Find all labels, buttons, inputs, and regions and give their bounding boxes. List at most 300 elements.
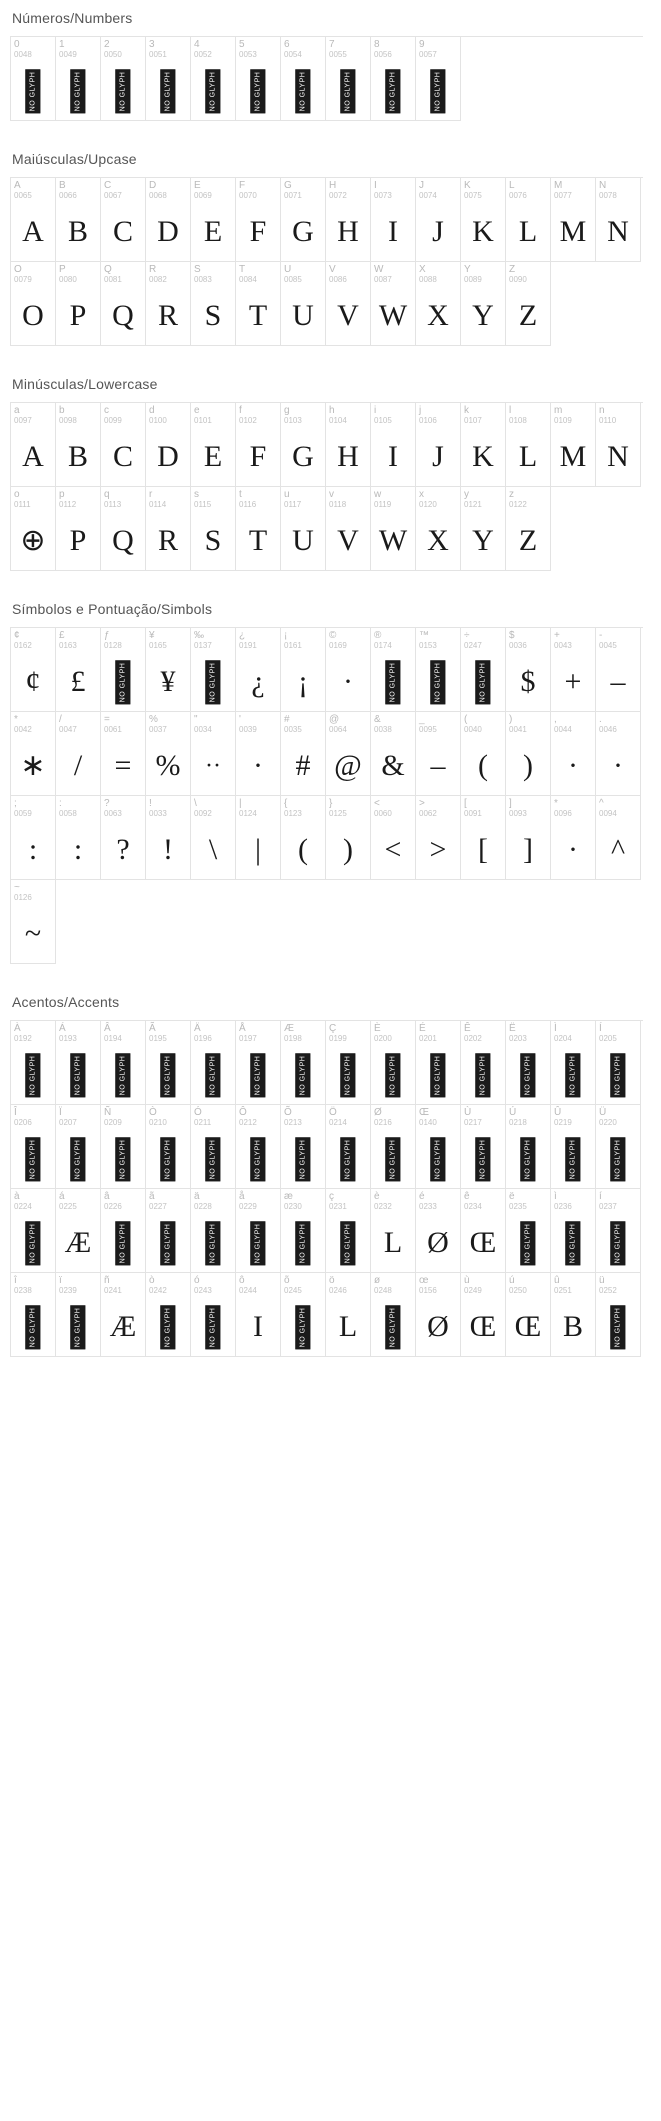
glyph-preview: ] <box>523 833 533 866</box>
glyph-code-label: 0088 <box>419 275 437 284</box>
glyph-code-label: 0218 <box>509 1118 527 1127</box>
glyph-code-label: 0192 <box>14 1034 32 1043</box>
glyph-cell[interactable] <box>191 1273 236 1357</box>
glyph-code-label: 0198 <box>284 1034 302 1043</box>
glyph-cell[interactable] <box>326 37 371 121</box>
glyph-code-label: 0123 <box>284 809 302 818</box>
glyph-cell[interactable] <box>551 1105 596 1189</box>
glyph-code-label: 0115 <box>194 500 212 509</box>
glyph-code-label: 0099 <box>104 416 122 425</box>
glyph-cell[interactable] <box>191 1105 236 1189</box>
glyph-cell[interactable] <box>191 1021 236 1105</box>
glyph-cell[interactable] <box>326 1189 371 1273</box>
glyph-cell[interactable] <box>506 178 551 262</box>
glyph-code-label: 0074 <box>419 191 437 200</box>
glyph-code-label: 0068 <box>149 191 167 200</box>
glyph-cell[interactable] <box>56 1273 101 1357</box>
glyph-cell[interactable] <box>11 178 56 262</box>
glyph-char-label: 8 <box>374 39 380 50</box>
glyph-cell[interactable] <box>56 37 101 121</box>
glyph-cell[interactable] <box>191 796 236 880</box>
glyph-cell[interactable] <box>191 628 236 712</box>
glyph-code-label: 0107 <box>464 416 482 425</box>
glyph-cell[interactable] <box>461 796 506 880</box>
glyph-cell[interactable] <box>551 628 596 712</box>
glyph-cell[interactable] <box>11 628 56 712</box>
glyph-preview: U <box>292 299 314 332</box>
glyph-code-label: 0040 <box>464 725 482 734</box>
glyph-cell[interactable] <box>56 178 101 262</box>
glyph-cell[interactable] <box>236 628 281 712</box>
glyph-cell[interactable] <box>416 487 461 571</box>
section-title: Símbolos e Pontuação/Simbols <box>12 601 213 617</box>
glyph-code-label: 0193 <box>59 1034 77 1043</box>
glyph-preview: B <box>67 215 88 248</box>
no-glyph-badge: NO GLYPH <box>521 1053 536 1097</box>
glyph-cell[interactable] <box>281 262 326 346</box>
glyph-cell[interactable] <box>326 712 371 796</box>
glyph-preview: L <box>518 215 538 248</box>
glyph-cell[interactable] <box>416 796 461 880</box>
no-glyph-badge: NO GLYPH <box>431 660 446 704</box>
glyph-code-label: 0039 <box>239 725 257 734</box>
glyph-cell[interactable] <box>101 628 146 712</box>
glyph-cell[interactable] <box>101 262 146 346</box>
glyph-cell[interactable] <box>146 712 191 796</box>
glyph-preview: S <box>204 524 222 557</box>
glyph-code-label: 0104 <box>329 416 347 425</box>
glyph-preview: A <box>22 215 44 248</box>
glyph-cell[interactable] <box>146 1021 191 1105</box>
glyph-char-label: B <box>59 180 66 191</box>
glyph-cell[interactable] <box>371 37 416 121</box>
glyph-char-label: ë <box>509 1191 515 1202</box>
glyph-cell[interactable] <box>416 178 461 262</box>
glyph-cell[interactable] <box>146 403 191 487</box>
glyph-code-label: 0121 <box>464 500 482 509</box>
glyph-code-label: 0061 <box>104 725 122 734</box>
glyph-cell[interactable] <box>326 1105 371 1189</box>
glyph-preview: E <box>203 215 223 248</box>
glyph-cell[interactable] <box>596 796 641 880</box>
glyph-char-label: 3 <box>149 39 155 50</box>
glyph-code-label: 0220 <box>599 1118 617 1127</box>
glyph-cell[interactable] <box>416 37 461 121</box>
glyph-cell[interactable] <box>191 712 236 796</box>
glyph-cell[interactable] <box>551 1273 596 1357</box>
no-glyph-badge: NO GLYPH <box>161 1221 176 1265</box>
glyph-code-label: 0054 <box>284 50 302 59</box>
glyph-cell[interactable] <box>236 403 281 487</box>
glyph-char-label: ^ <box>599 798 604 809</box>
glyph-char-label: { <box>284 798 288 809</box>
glyph-cell[interactable] <box>146 1189 191 1273</box>
glyph-cell[interactable] <box>416 1189 461 1273</box>
glyph-cell[interactable] <box>101 178 146 262</box>
glyph-cell[interactable] <box>101 1189 146 1273</box>
glyph-code-label: 0070 <box>239 191 257 200</box>
glyph-cell[interactable] <box>551 178 596 262</box>
glyph-code-label: 0091 <box>464 809 482 818</box>
glyph-cell[interactable] <box>596 1105 641 1189</box>
glyph-code-label: 0239 <box>59 1286 77 1295</box>
glyph-char-label: 0 <box>14 39 20 50</box>
glyph-cell[interactable] <box>56 403 101 487</box>
glyph-code-label: 0169 <box>329 641 347 650</box>
glyph-cell[interactable] <box>596 712 641 796</box>
glyph-cell[interactable] <box>506 403 551 487</box>
glyph-cell[interactable] <box>416 1105 461 1189</box>
glyph-cell[interactable] <box>506 262 551 346</box>
glyph-code-label: 0075 <box>464 191 482 200</box>
glyph-cell[interactable] <box>371 178 416 262</box>
no-glyph-badge: NO GLYPH <box>161 1053 176 1097</box>
glyph-preview: · <box>613 749 623 782</box>
glyph-char-label: x <box>419 489 424 500</box>
glyph-preview: R <box>157 524 178 557</box>
glyph-cell[interactable] <box>146 1105 191 1189</box>
glyph-cell[interactable] <box>191 487 236 571</box>
glyph-cell[interactable] <box>371 1273 416 1357</box>
glyph-code-label: 0226 <box>104 1202 122 1211</box>
glyph-cell[interactable] <box>56 1021 101 1105</box>
glyph-cell[interactable] <box>461 712 506 796</box>
glyph-cell[interactable] <box>101 403 146 487</box>
glyph-preview: | <box>254 833 261 866</box>
glyph-cell[interactable] <box>101 1021 146 1105</box>
glyph-char-label: f <box>239 405 242 416</box>
glyph-cell[interactable] <box>506 1273 551 1357</box>
glyph-cell[interactable] <box>191 37 236 121</box>
glyph-code-label: 0224 <box>14 1202 32 1211</box>
glyph-cell[interactable] <box>416 262 461 346</box>
glyph-cell[interactable] <box>56 796 101 880</box>
glyph-cell[interactable] <box>101 1273 146 1357</box>
glyph-char-label: d <box>149 405 155 416</box>
glyph-cell[interactable] <box>191 262 236 346</box>
glyph-cell[interactable] <box>371 628 416 712</box>
glyph-char-label: Ô <box>239 1107 247 1118</box>
glyph-cell[interactable] <box>11 1273 56 1357</box>
glyph-cell[interactable] <box>281 178 326 262</box>
glyph-char-label: Ò <box>149 1107 157 1118</box>
glyph-char-label: R <box>149 264 157 275</box>
glyph-cell[interactable] <box>596 1021 641 1105</box>
glyph-preview: : <box>73 833 83 866</box>
glyph-cell[interactable] <box>551 796 596 880</box>
glyph-cell[interactable] <box>11 712 56 796</box>
glyph-cell[interactable] <box>551 712 596 796</box>
glyph-cell[interactable] <box>596 628 641 712</box>
glyph-cell[interactable] <box>416 712 461 796</box>
glyph-cell[interactable] <box>236 1273 281 1357</box>
glyph-cell[interactable] <box>236 1105 281 1189</box>
glyph-cell[interactable] <box>11 262 56 346</box>
glyph-code-label: 0216 <box>374 1118 392 1127</box>
glyph-preview: # <box>295 749 311 782</box>
glyph-cell[interactable] <box>11 796 56 880</box>
glyph-cell[interactable] <box>236 712 281 796</box>
glyph-cell[interactable] <box>281 403 326 487</box>
glyph-char-label: Î <box>14 1107 17 1118</box>
glyph-char-label: ã <box>149 1191 155 1202</box>
glyph-cell[interactable] <box>11 1105 56 1189</box>
glyph-cell[interactable] <box>551 1189 596 1273</box>
glyph-cell[interactable] <box>236 178 281 262</box>
glyph-char-label: Z <box>509 264 516 275</box>
glyph-cell[interactable] <box>371 403 416 487</box>
glyph-cell[interactable] <box>56 628 101 712</box>
glyph-preview: Ø <box>427 1226 449 1259</box>
glyph-cell[interactable] <box>11 1189 56 1273</box>
glyph-preview <box>371 63 415 119</box>
glyph-cell[interactable] <box>506 1105 551 1189</box>
section-spacer <box>0 571 661 591</box>
glyph-cell[interactable] <box>236 37 281 121</box>
glyph-char-label: = <box>104 714 110 725</box>
section-title: Números/Numbers <box>12 10 133 26</box>
glyph-code-label: 0077 <box>554 191 572 200</box>
glyph-cell[interactable] <box>371 1021 416 1105</box>
glyph-cell[interactable] <box>56 1189 101 1273</box>
glyph-cell[interactable] <box>191 178 236 262</box>
glyph-char-label: ! <box>149 798 152 809</box>
glyph-cell[interactable] <box>281 487 326 571</box>
glyph-cell[interactable] <box>371 1105 416 1189</box>
glyph-cell[interactable] <box>461 178 506 262</box>
glyph-char-label: m <box>554 405 563 416</box>
glyph-preview <box>551 1131 595 1187</box>
glyph-code-label: 0057 <box>419 50 437 59</box>
no-glyph-badge: NO GLYPH <box>206 69 221 113</box>
glyph-preview: L <box>518 440 538 473</box>
glyph-code-label: 0161 <box>284 641 302 650</box>
glyph-cell[interactable] <box>551 1021 596 1105</box>
glyph-code-label: 0249 <box>464 1286 482 1295</box>
glyph-cell[interactable] <box>371 712 416 796</box>
glyph-cell[interactable] <box>101 796 146 880</box>
glyph-cell[interactable] <box>236 1021 281 1105</box>
glyph-cell[interactable] <box>281 1021 326 1105</box>
glyph-cell[interactable] <box>11 880 56 964</box>
glyph-cell[interactable] <box>101 487 146 571</box>
glyph-cell[interactable] <box>461 1105 506 1189</box>
glyph-cell[interactable] <box>416 628 461 712</box>
no-glyph-badge: NO GLYPH <box>296 69 311 113</box>
glyph-char-label: n <box>599 405 605 416</box>
glyph-cell[interactable] <box>506 487 551 571</box>
glyph-cell[interactable] <box>56 1105 101 1189</box>
glyph-code-label: 0096 <box>554 809 572 818</box>
glyph-cell[interactable] <box>281 1189 326 1273</box>
glyph-code-label: 0080 <box>59 275 77 284</box>
glyph-preview: – <box>430 749 446 782</box>
glyph-char-label: Ë <box>509 1023 516 1034</box>
glyph-preview <box>146 1215 190 1271</box>
glyph-cell[interactable] <box>461 1189 506 1273</box>
glyph-preview: > <box>429 833 447 866</box>
glyph-cell[interactable] <box>236 487 281 571</box>
glyph-char-label: E <box>194 180 201 191</box>
glyph-cell[interactable] <box>101 1105 146 1189</box>
glyph-char-label: ó <box>194 1275 200 1286</box>
glyph-char-label: ' <box>239 714 241 725</box>
glyph-code-label: 0064 <box>329 725 347 734</box>
glyph-preview <box>371 1047 415 1103</box>
glyph-cell[interactable] <box>146 628 191 712</box>
glyph-cell[interactable] <box>11 487 56 571</box>
glyph-char-label: ¢ <box>14 630 20 641</box>
no-glyph-badge: NO GLYPH <box>26 1137 41 1181</box>
glyph-char-label: e <box>194 405 200 416</box>
glyph-char-label: å <box>239 1191 245 1202</box>
glyph-cell[interactable] <box>146 178 191 262</box>
glyph-preview: V <box>337 524 359 557</box>
glyph-cell[interactable] <box>506 1021 551 1105</box>
glyph-cell[interactable] <box>101 712 146 796</box>
glyph-cell[interactable] <box>326 262 371 346</box>
glyph-cell[interactable] <box>506 796 551 880</box>
glyph-cell[interactable] <box>416 403 461 487</box>
glyph-char-label: L <box>509 180 515 191</box>
glyph-cell[interactable] <box>56 487 101 571</box>
glyph-cell[interactable] <box>326 628 371 712</box>
glyph-code-label: 0241 <box>104 1286 122 1295</box>
glyph-preview <box>506 1215 550 1271</box>
glyph-cell[interactable] <box>461 403 506 487</box>
glyph-cell[interactable] <box>191 1189 236 1273</box>
glyph-preview: G <box>292 440 314 473</box>
glyph-cell[interactable] <box>11 37 56 121</box>
glyph-code-label: 0120 <box>419 500 437 509</box>
glyph-cell[interactable] <box>281 628 326 712</box>
glyph-char-label: Ê <box>464 1023 471 1034</box>
glyph-cell[interactable] <box>416 1273 461 1357</box>
glyph-cell[interactable] <box>281 712 326 796</box>
glyph-cell[interactable] <box>281 1105 326 1189</box>
glyph-cell[interactable] <box>596 1189 641 1273</box>
glyph-cell[interactable] <box>146 796 191 880</box>
glyph-cell[interactable] <box>461 262 506 346</box>
glyph-char-label: ÷ <box>464 630 470 641</box>
glyph-cell[interactable] <box>146 487 191 571</box>
glyph-code-label: 0052 <box>194 50 212 59</box>
glyph-cell[interactable] <box>461 628 506 712</box>
glyph-preview <box>236 1215 280 1271</box>
no-glyph-badge: NO GLYPH <box>206 1053 221 1097</box>
glyph-code-label: 0106 <box>419 416 437 425</box>
glyph-cell[interactable] <box>11 1021 56 1105</box>
glyph-cell[interactable] <box>596 403 641 487</box>
glyph-cell[interactable] <box>326 1273 371 1357</box>
glyph-cell[interactable] <box>596 1273 641 1357</box>
glyph-preview: · <box>568 749 578 782</box>
glyph-cell[interactable] <box>461 487 506 571</box>
glyph-char-label: œ <box>419 1275 429 1286</box>
glyph-cell[interactable] <box>551 403 596 487</box>
glyph-cell[interactable] <box>461 1021 506 1105</box>
glyph-code-label: 0095 <box>419 725 437 734</box>
glyph-char-label: Ü <box>599 1107 607 1118</box>
glyph-char-label: ø <box>374 1275 381 1286</box>
glyph-code-label: 0044 <box>554 725 572 734</box>
glyph-code-label: 0118 <box>329 500 347 509</box>
glyph-cell[interactable] <box>506 712 551 796</box>
glyph-preview: ¥ <box>160 665 176 698</box>
glyph-char-label: û <box>554 1275 560 1286</box>
glyph-code-label: 0053 <box>239 50 257 59</box>
glyph-char-label: S <box>194 264 201 275</box>
glyph-preview: X <box>427 299 449 332</box>
no-glyph-badge: NO GLYPH <box>611 1305 626 1349</box>
glyph-cell[interactable] <box>326 796 371 880</box>
glyph-preview: H <box>337 440 359 473</box>
glyph-cell[interactable] <box>326 403 371 487</box>
glyph-cell[interactable] <box>371 262 416 346</box>
glyph-cell[interactable] <box>101 37 146 121</box>
no-glyph-badge: NO GLYPH <box>71 1305 86 1349</box>
glyph-cell[interactable] <box>146 1273 191 1357</box>
glyph-cell[interactable] <box>596 178 641 262</box>
glyph-preview: & <box>381 749 405 782</box>
glyph-code-label: 0093 <box>509 809 527 818</box>
glyph-cell[interactable] <box>281 37 326 121</box>
glyph-code-label: 0037 <box>149 725 167 734</box>
glyph-cell[interactable] <box>506 1189 551 1273</box>
glyph-cell[interactable] <box>371 487 416 571</box>
glyph-char-label: t <box>239 489 242 500</box>
glyph-cell[interactable] <box>11 403 56 487</box>
glyph-cell[interactable] <box>281 796 326 880</box>
glyph-preview: J <box>432 215 444 248</box>
glyph-cell[interactable] <box>416 1021 461 1105</box>
glyph-code-label: 0228 <box>194 1202 212 1211</box>
no-glyph-badge: NO GLYPH <box>26 1221 41 1265</box>
no-glyph-badge: NO GLYPH <box>566 1137 581 1181</box>
glyph-code-label: 0207 <box>59 1118 77 1127</box>
glyph-cell[interactable] <box>146 262 191 346</box>
glyph-cell[interactable] <box>236 796 281 880</box>
no-glyph-badge: NO GLYPH <box>431 69 446 113</box>
glyph-char-label: © <box>329 630 337 641</box>
glyph-preview <box>326 63 370 119</box>
glyph-preview <box>281 1047 325 1103</box>
glyph-code-label: 0116 <box>239 500 257 509</box>
glyph-cell[interactable] <box>281 1273 326 1357</box>
glyph-cell[interactable] <box>326 487 371 571</box>
glyph-cell[interactable] <box>326 1021 371 1105</box>
glyph-char-label: Ù <box>464 1107 472 1118</box>
glyph-cell[interactable] <box>236 262 281 346</box>
glyph-cell[interactable] <box>371 796 416 880</box>
glyph-cell[interactable] <box>326 178 371 262</box>
glyph-char-label: À <box>14 1023 21 1034</box>
glyph-cell[interactable] <box>461 1273 506 1357</box>
glyph-cell[interactable] <box>506 628 551 712</box>
glyph-char-label: . <box>599 714 602 725</box>
glyph-cell[interactable] <box>56 262 101 346</box>
no-glyph-badge: NO GLYPH <box>296 1137 311 1181</box>
glyph-cell[interactable] <box>236 1189 281 1273</box>
glyph-cell[interactable] <box>191 403 236 487</box>
glyph-code-label: 0231 <box>329 1202 347 1211</box>
glyph-cell[interactable] <box>56 712 101 796</box>
glyph-char-label: u <box>284 489 290 500</box>
glyph-cell[interactable] <box>371 1189 416 1273</box>
glyph-preview: · <box>343 665 353 698</box>
glyph-preview: Z <box>518 299 538 332</box>
glyph-cell[interactable] <box>146 37 191 121</box>
